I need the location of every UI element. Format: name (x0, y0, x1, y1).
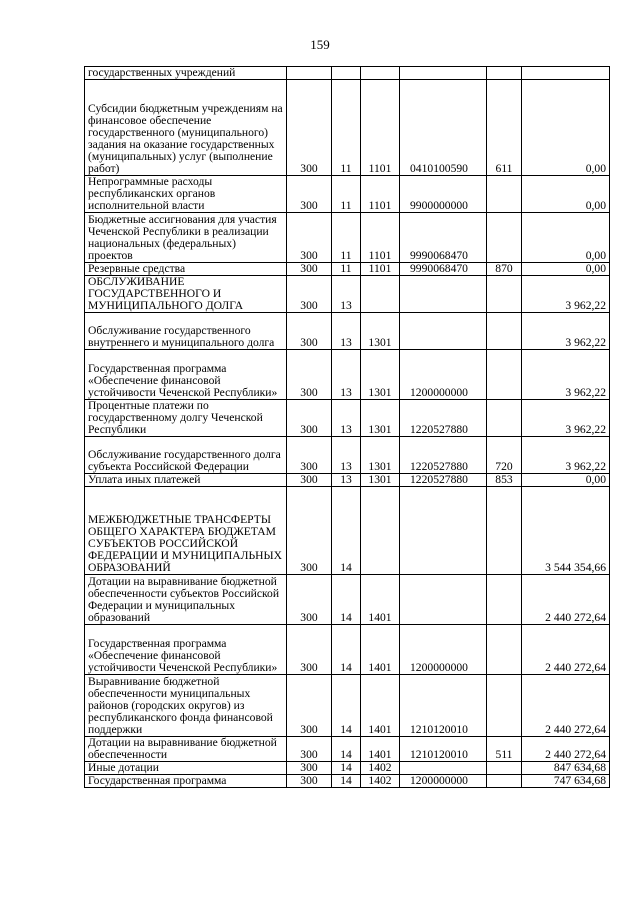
cell-target-article: 1220527880 (400, 474, 487, 487)
cell-name: Уплата иных платежей (85, 474, 287, 487)
cell-expense-type (487, 625, 522, 675)
cell-expense-type (487, 276, 522, 313)
cell-subsection (361, 67, 400, 80)
cell-section: 14 (332, 775, 361, 788)
cell-section: 13 (332, 400, 361, 437)
table-body (85, 67, 610, 788)
cell-amount: 0,00 (522, 263, 610, 276)
cell-section: 11 (332, 213, 361, 263)
cell-name: Иные дотации (85, 762, 287, 775)
cell-target-article (400, 276, 487, 313)
cell-ministry-code: 300 (287, 487, 332, 575)
cell-subsection: 1401 (361, 625, 400, 675)
cell-target-article: 1200000000 (400, 625, 487, 675)
cell-amount: 3 962,22 (522, 437, 610, 474)
cell-amount: 0,00 (522, 213, 610, 263)
cell-name: Выравнивание бюджетной обеспеченности муниципальных районов (городских округов) из республиканского фонда финансовой поддержки (85, 675, 287, 737)
cell-subsection: 1301 (361, 437, 400, 474)
cell-expense-type: 720 (487, 437, 522, 474)
cell-target-article: 1200000000 (400, 350, 487, 400)
cell-expense-type: 853 (487, 474, 522, 487)
cell-subsection: 1101 (361, 263, 400, 276)
cell-expense-type (487, 575, 522, 625)
cell-subsection (361, 276, 400, 313)
cell-target-article (400, 313, 487, 350)
cell-name: Непрограммные расходы республиканских органов исполнительной власти (85, 176, 287, 213)
cell-name: ОБСЛУЖИВАНИЕ ГОСУДАРСТВЕННОГО И МУНИЦИПАЛЬНОГО ДОЛГА (85, 276, 287, 313)
cell-ministry-code: 300 (287, 213, 332, 263)
table-row (85, 762, 610, 775)
cell-section: 14 (332, 487, 361, 575)
cell-amount: 3 544 354,66 (522, 487, 610, 575)
cell-amount: 2 440 272,64 (522, 625, 610, 675)
cell-name: Процентные платежи по государственному долгу Чеченской Республики (85, 400, 287, 437)
cell-name: Дотации на выравнивание бюджетной обеспеченности (85, 737, 287, 762)
cell-name: Государственная программа (85, 775, 287, 788)
table-row (85, 263, 610, 276)
cell-ministry-code: 300 (287, 675, 332, 737)
table-row (85, 675, 610, 737)
cell-expense-type (487, 775, 522, 788)
cell-expense-type (487, 350, 522, 400)
table-row (85, 775, 610, 788)
cell-subsection (361, 487, 400, 575)
cell-target-article (400, 575, 487, 625)
cell-subsection: 1301 (361, 350, 400, 400)
cell-name: Государственная программа «Обеспечение финансовой устойчивости Чеченской Республики» (85, 625, 287, 675)
table-row (85, 737, 610, 762)
cell-section: 13 (332, 474, 361, 487)
cell-name: Бюджетные ассигнования для участия Чеченской Республики в реализации национальных (федеральных) проектов (85, 213, 287, 263)
cell-amount: 0,00 (522, 176, 610, 213)
cell-expense-type: 511 (487, 737, 522, 762)
cell-subsection: 1401 (361, 737, 400, 762)
cell-target-article: 0410100590 (400, 80, 487, 176)
cell-amount (522, 67, 610, 80)
cell-subsection: 1402 (361, 775, 400, 788)
cell-ministry-code: 300 (287, 176, 332, 213)
cell-target-article: 9990068470 (400, 213, 487, 263)
page-number: 159 (310, 37, 330, 52)
cell-section: 13 (332, 276, 361, 313)
cell-expense-type (487, 675, 522, 737)
cell-amount: 0,00 (522, 474, 610, 487)
cell-ministry-code: 300 (287, 437, 332, 474)
cell-expense-type (487, 67, 522, 80)
cell-amount: 747 634,68 (522, 775, 610, 788)
cell-ministry-code: 300 (287, 313, 332, 350)
cell-expense-type (487, 213, 522, 263)
cell-section: 11 (332, 263, 361, 276)
cell-name: государственных учреждений (85, 67, 287, 80)
cell-target-article: 1210120010 (400, 737, 487, 762)
cell-ministry-code: 300 (287, 775, 332, 788)
cell-subsection: 1402 (361, 762, 400, 775)
cell-section: 14 (332, 762, 361, 775)
cell-expense-type: 870 (487, 263, 522, 276)
cell-amount: 2 440 272,64 (522, 737, 610, 762)
cell-expense-type (487, 313, 522, 350)
cell-subsection: 1301 (361, 474, 400, 487)
cell-name: Обслуживание государственного внутреннего и муниципального долга (85, 313, 287, 350)
cell-expense-type (487, 400, 522, 437)
cell-ministry-code: 300 (287, 737, 332, 762)
table-row (85, 313, 610, 350)
cell-amount: 3 962,22 (522, 276, 610, 313)
cell-subsection: 1401 (361, 575, 400, 625)
cell-ministry-code: 300 (287, 263, 332, 276)
table-row (85, 487, 610, 575)
cell-ministry-code: 300 (287, 575, 332, 625)
table-row (85, 276, 610, 313)
cell-section (332, 67, 361, 80)
cell-ministry-code: 300 (287, 276, 332, 313)
cell-ministry-code: 300 (287, 625, 332, 675)
table-row (85, 625, 610, 675)
cell-target-article (400, 67, 487, 80)
cell-subsection: 1301 (361, 313, 400, 350)
cell-target-article: 1200000000 (400, 775, 487, 788)
cell-amount: 847 634,68 (522, 762, 610, 775)
cell-target-article: 9900000000 (400, 176, 487, 213)
cell-name: Резервные средства (85, 263, 287, 276)
cell-subsection: 1301 (361, 400, 400, 437)
cell-subsection: 1101 (361, 176, 400, 213)
cell-section: 13 (332, 437, 361, 474)
cell-target-article: 1220527880 (400, 437, 487, 474)
table-row (85, 474, 610, 487)
cell-amount: 3 962,22 (522, 400, 610, 437)
table-row (85, 80, 610, 176)
cell-ministry-code: 300 (287, 400, 332, 437)
cell-amount: 3 962,22 (522, 313, 610, 350)
cell-section: 13 (332, 350, 361, 400)
cell-amount: 0,00 (522, 80, 610, 176)
cell-name: Субсидии бюджетным учреждениям на финансовое обеспечение государственного (муниципального) задания на оказание государственных (муниципальных) услуг (выполнение работ) (85, 80, 287, 176)
cell-target-article: 1210120010 (400, 675, 487, 737)
cell-target-article: 1220527880 (400, 400, 487, 437)
cell-section: 14 (332, 625, 361, 675)
cell-name: Дотации на выравнивание бюджетной обеспеченности субъектов Российской Федерации и муниципальных образований (85, 575, 287, 625)
cell-ministry-code: 300 (287, 80, 332, 176)
cell-section: 14 (332, 737, 361, 762)
cell-target-article (400, 487, 487, 575)
cell-amount: 3 962,22 (522, 350, 610, 400)
table-row (85, 213, 610, 263)
cell-target-article: 9990068470 (400, 263, 487, 276)
cell-section: 14 (332, 675, 361, 737)
cell-name: МЕЖБЮДЖЕТНЫЕ ТРАНСФЕРТЫ ОБЩЕГО ХАРАКТЕРА БЮДЖЕТАМ СУБЪЕКТОВ РОССИЙСКОЙ ФЕДЕРАЦИИ И МУНИЦИПАЛЬНЫХ ОБРАЗОВАНИЙ (85, 487, 287, 575)
cell-name: Государственная программа «Обеспечение финансовой устойчивости Чеченской Республики» (85, 350, 287, 400)
cell-expense-type: 611 (487, 80, 522, 176)
cell-target-article (400, 762, 487, 775)
cell-amount: 2 440 272,64 (522, 675, 610, 737)
table-row (85, 400, 610, 437)
cell-expense-type (487, 176, 522, 213)
cell-ministry-code: 300 (287, 474, 332, 487)
cell-ministry-code: 300 (287, 350, 332, 400)
table-row (85, 67, 610, 80)
cell-section: 11 (332, 80, 361, 176)
cell-ministry-code: 300 (287, 762, 332, 775)
cell-section: 13 (332, 313, 361, 350)
budget-table (84, 66, 610, 788)
cell-subsection: 1101 (361, 80, 400, 176)
table-row (85, 350, 610, 400)
cell-section: 14 (332, 575, 361, 625)
table-row (85, 176, 610, 213)
cell-expense-type (487, 487, 522, 575)
cell-name: Обслуживание государственного долга субъекта Российской Федерации (85, 437, 287, 474)
cell-subsection: 1401 (361, 675, 400, 737)
table-row (85, 437, 610, 474)
table-row (85, 575, 610, 625)
cell-ministry-code (287, 67, 332, 80)
cell-expense-type (487, 762, 522, 775)
cell-section: 11 (332, 176, 361, 213)
cell-subsection: 1101 (361, 213, 400, 263)
cell-amount: 2 440 272,64 (522, 575, 610, 625)
